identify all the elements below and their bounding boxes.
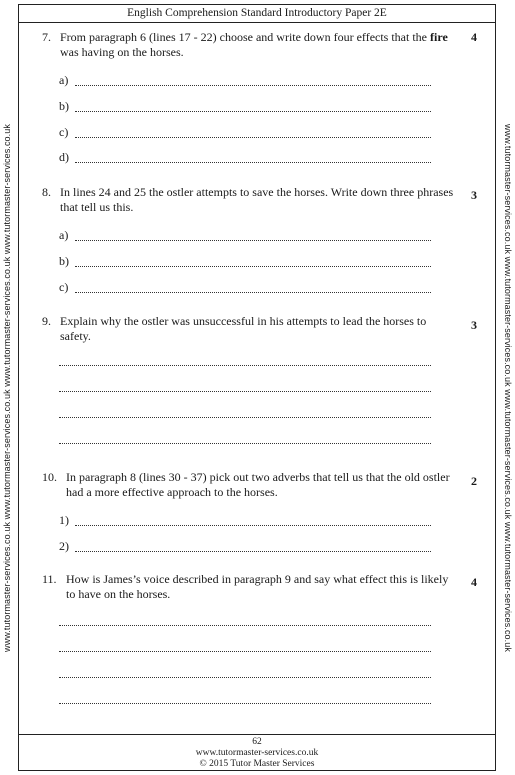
footer-site: www.tutormaster-services.co.uk: [195, 748, 319, 758]
dotted-line: [75, 85, 431, 86]
question-number: 11.: [42, 572, 57, 586]
answer-label: b): [59, 254, 69, 268]
answer-line[interactable]: [59, 443, 431, 444]
marks-9: 3: [471, 318, 477, 332]
question-number: 7.: [42, 30, 51, 44]
dotted-line: [75, 162, 431, 163]
answer-label: c): [59, 125, 69, 139]
dotted-line: [75, 292, 431, 293]
footer-copyright: © 2015 Tutor Master Services: [199, 759, 315, 769]
answer-line[interactable]: [59, 539, 75, 553]
left-watermark: www.tutormaster-services.co.uk www.tutormaster-services.co.uk www.tutormaster-services.co.uk www.tutormaster-services.co.uk: [2, 123, 12, 652]
answer-label: a): [59, 73, 69, 87]
answer-label: 1): [59, 513, 69, 527]
answer-line[interactable]: [59, 125, 75, 139]
answer-label: 2): [59, 539, 69, 553]
answer-line[interactable]: [59, 228, 75, 242]
marks-8: 3: [471, 188, 477, 202]
question-text: Explain why the ostler was unsuccessful in his attempts to lead the horses to safety.: [60, 314, 427, 343]
question-text: In paragraph 8 (lines 30 - 37) pick out two adverbs that tell us that the old ostler had a more effective approach to the horses.: [66, 470, 450, 499]
answer-line[interactable]: [59, 280, 75, 294]
page-footer: [19, 734, 495, 770]
answer-line[interactable]: [59, 677, 431, 678]
answer-line[interactable]: [59, 73, 75, 87]
question-number: 10.: [42, 470, 57, 484]
dotted-line: [75, 240, 431, 241]
answer-line[interactable]: [59, 99, 75, 113]
page-number: 62: [252, 737, 262, 747]
question-number: 9.: [42, 314, 51, 328]
marks-7: 4: [471, 30, 477, 44]
page-frame: [18, 4, 496, 771]
marks-10: 2: [471, 474, 477, 488]
answer-line[interactable]: [59, 651, 431, 652]
answer-line[interactable]: [59, 254, 75, 268]
answer-line[interactable]: [59, 703, 431, 704]
answer-line[interactable]: [59, 150, 75, 164]
answer-line[interactable]: [59, 417, 431, 418]
answer-label: b): [59, 99, 69, 113]
dotted-line: [75, 551, 431, 552]
answer-line[interactable]: [59, 365, 431, 366]
right-watermark: www.tutormaster-services.co.uk www.tutormaster-services.co.uk www.tutormaster-services.co.uk www.tutormaster-services.co.uk: [503, 123, 513, 652]
answer-label: d): [59, 150, 69, 164]
dotted-line: [75, 137, 431, 138]
marks-11: 4: [471, 575, 477, 589]
question-number: 8.: [42, 185, 51, 199]
dotted-line: [75, 111, 431, 112]
answer-label: a): [59, 228, 69, 242]
answer-label: c): [59, 280, 69, 294]
question-text: In lines 24 and 25 the ostler attempts to save the horses. Write down three phrases that tell us this.: [60, 185, 454, 214]
dotted-line: [75, 266, 431, 267]
question-text: How is James’s voice described in paragraph 9 and say what effect this is likely to have on the horses.: [66, 572, 449, 601]
dotted-line: [75, 525, 431, 526]
answer-line[interactable]: [59, 625, 431, 626]
answer-line[interactable]: [59, 391, 431, 392]
question-text: From paragraph 6 (lines 17 - 22) choose and write down four effects that the fire was having on the horses.: [60, 30, 448, 59]
answer-line[interactable]: [59, 513, 75, 527]
page-header: English Comprehension Standard Introductory Paper 2E: [19, 5, 495, 23]
